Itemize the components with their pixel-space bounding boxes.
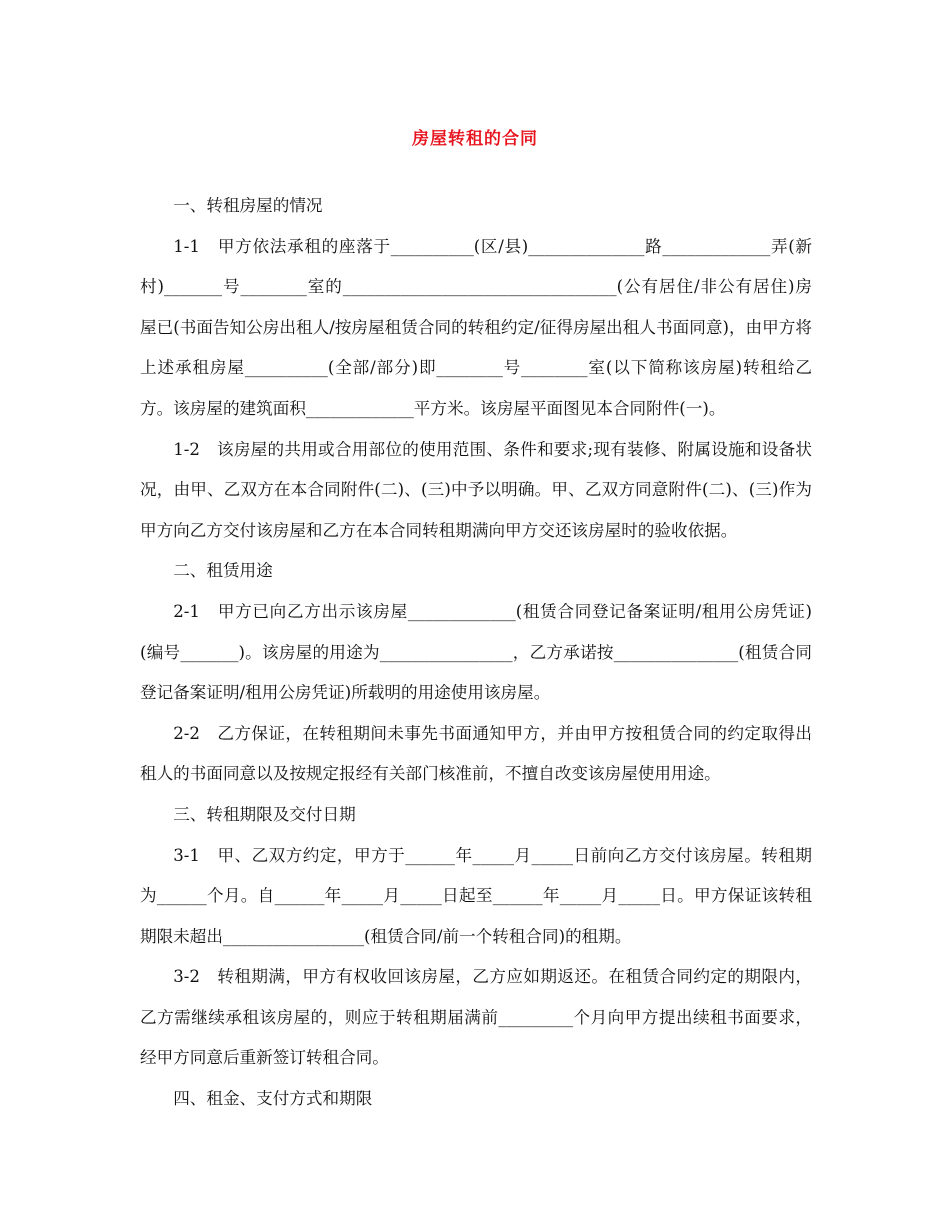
document-title: 房屋转租的合同: [412, 129, 538, 149]
section-heading-4: 四、租金、支付方式和期限: [173, 1089, 373, 1109]
clause-2-2: 2-2 乙方保证，在转租期间未事先书面通知甲方，并由甲方按租赁合同的约定取得出租人的书面同意以及按规定报经有关部门核准前，不擅自改变该房屋使用用途。: [140, 723, 812, 784]
section-heading-2: 二、租赁用途: [173, 561, 273, 581]
clause-1-2: 1-2 该房屋的共用或合用部位的使用范围、条件和要求;现有装修、附属设施和设备状况，由甲、乙双方在本合同附件(二)、(三)中予以明确。甲、乙双方同意附件(二)、(三)作为甲方向乙方交付该房屋和乙方在本合同转租期满向甲方交还该房屋时的验收依据。: [140, 439, 812, 540]
document-body: [140, 186, 812, 1120]
clause-3-1: 3-1 甲、乙双方约定，甲方于______年_____月_____日前向乙方交付该房屋。转租期为______个月。自______年_____月_____日起至______年_____月_____日。甲方保证该转租期限未超出_________________(租赁合同/前一个转租合同)的租期。: [140, 845, 812, 946]
section-heading-3: 三、转租期限及交付日期: [173, 804, 356, 824]
section-heading-1: 一、转租房屋的情况: [173, 196, 323, 215]
clause-2-1: 2-1 甲方已向乙方出示该房屋_____________(租赁合同登记备案证明/租用公房凭证)(编号_______)。该房屋的用途为________________，乙方承诺按_______________(租赁合同登记备案证明/租用公房凭证)所载明的用途使用该房屋。: [140, 601, 812, 703]
clause-1-1: 1-1 甲方依法承租的座落于__________(区/县)______________路_____________弄(新村)_______号________室的_________________________________(公有居住/非公有居住)房屋已(书面告知公房出租人/按房屋租赁合同的转租约定/征得房屋出租人书面同意)，由甲方将上述承租房屋__________(全部/部分)即________号________室(以下简称该房屋)转租给乙方。该房屋的建筑面积_____________平方米。该房屋平面图见本合同附件(一)。: [140, 236, 812, 418]
clause-3-2: 3-2 转租期满，甲方有权收回该房屋，乙方应如期返还。在租赁合同约定的期限内，乙方需继续承租该房屋的，则应于转租期届满前_________个月向甲方提出续租书面要求，经甲方同意后重新签订转租合同。: [140, 967, 812, 1068]
